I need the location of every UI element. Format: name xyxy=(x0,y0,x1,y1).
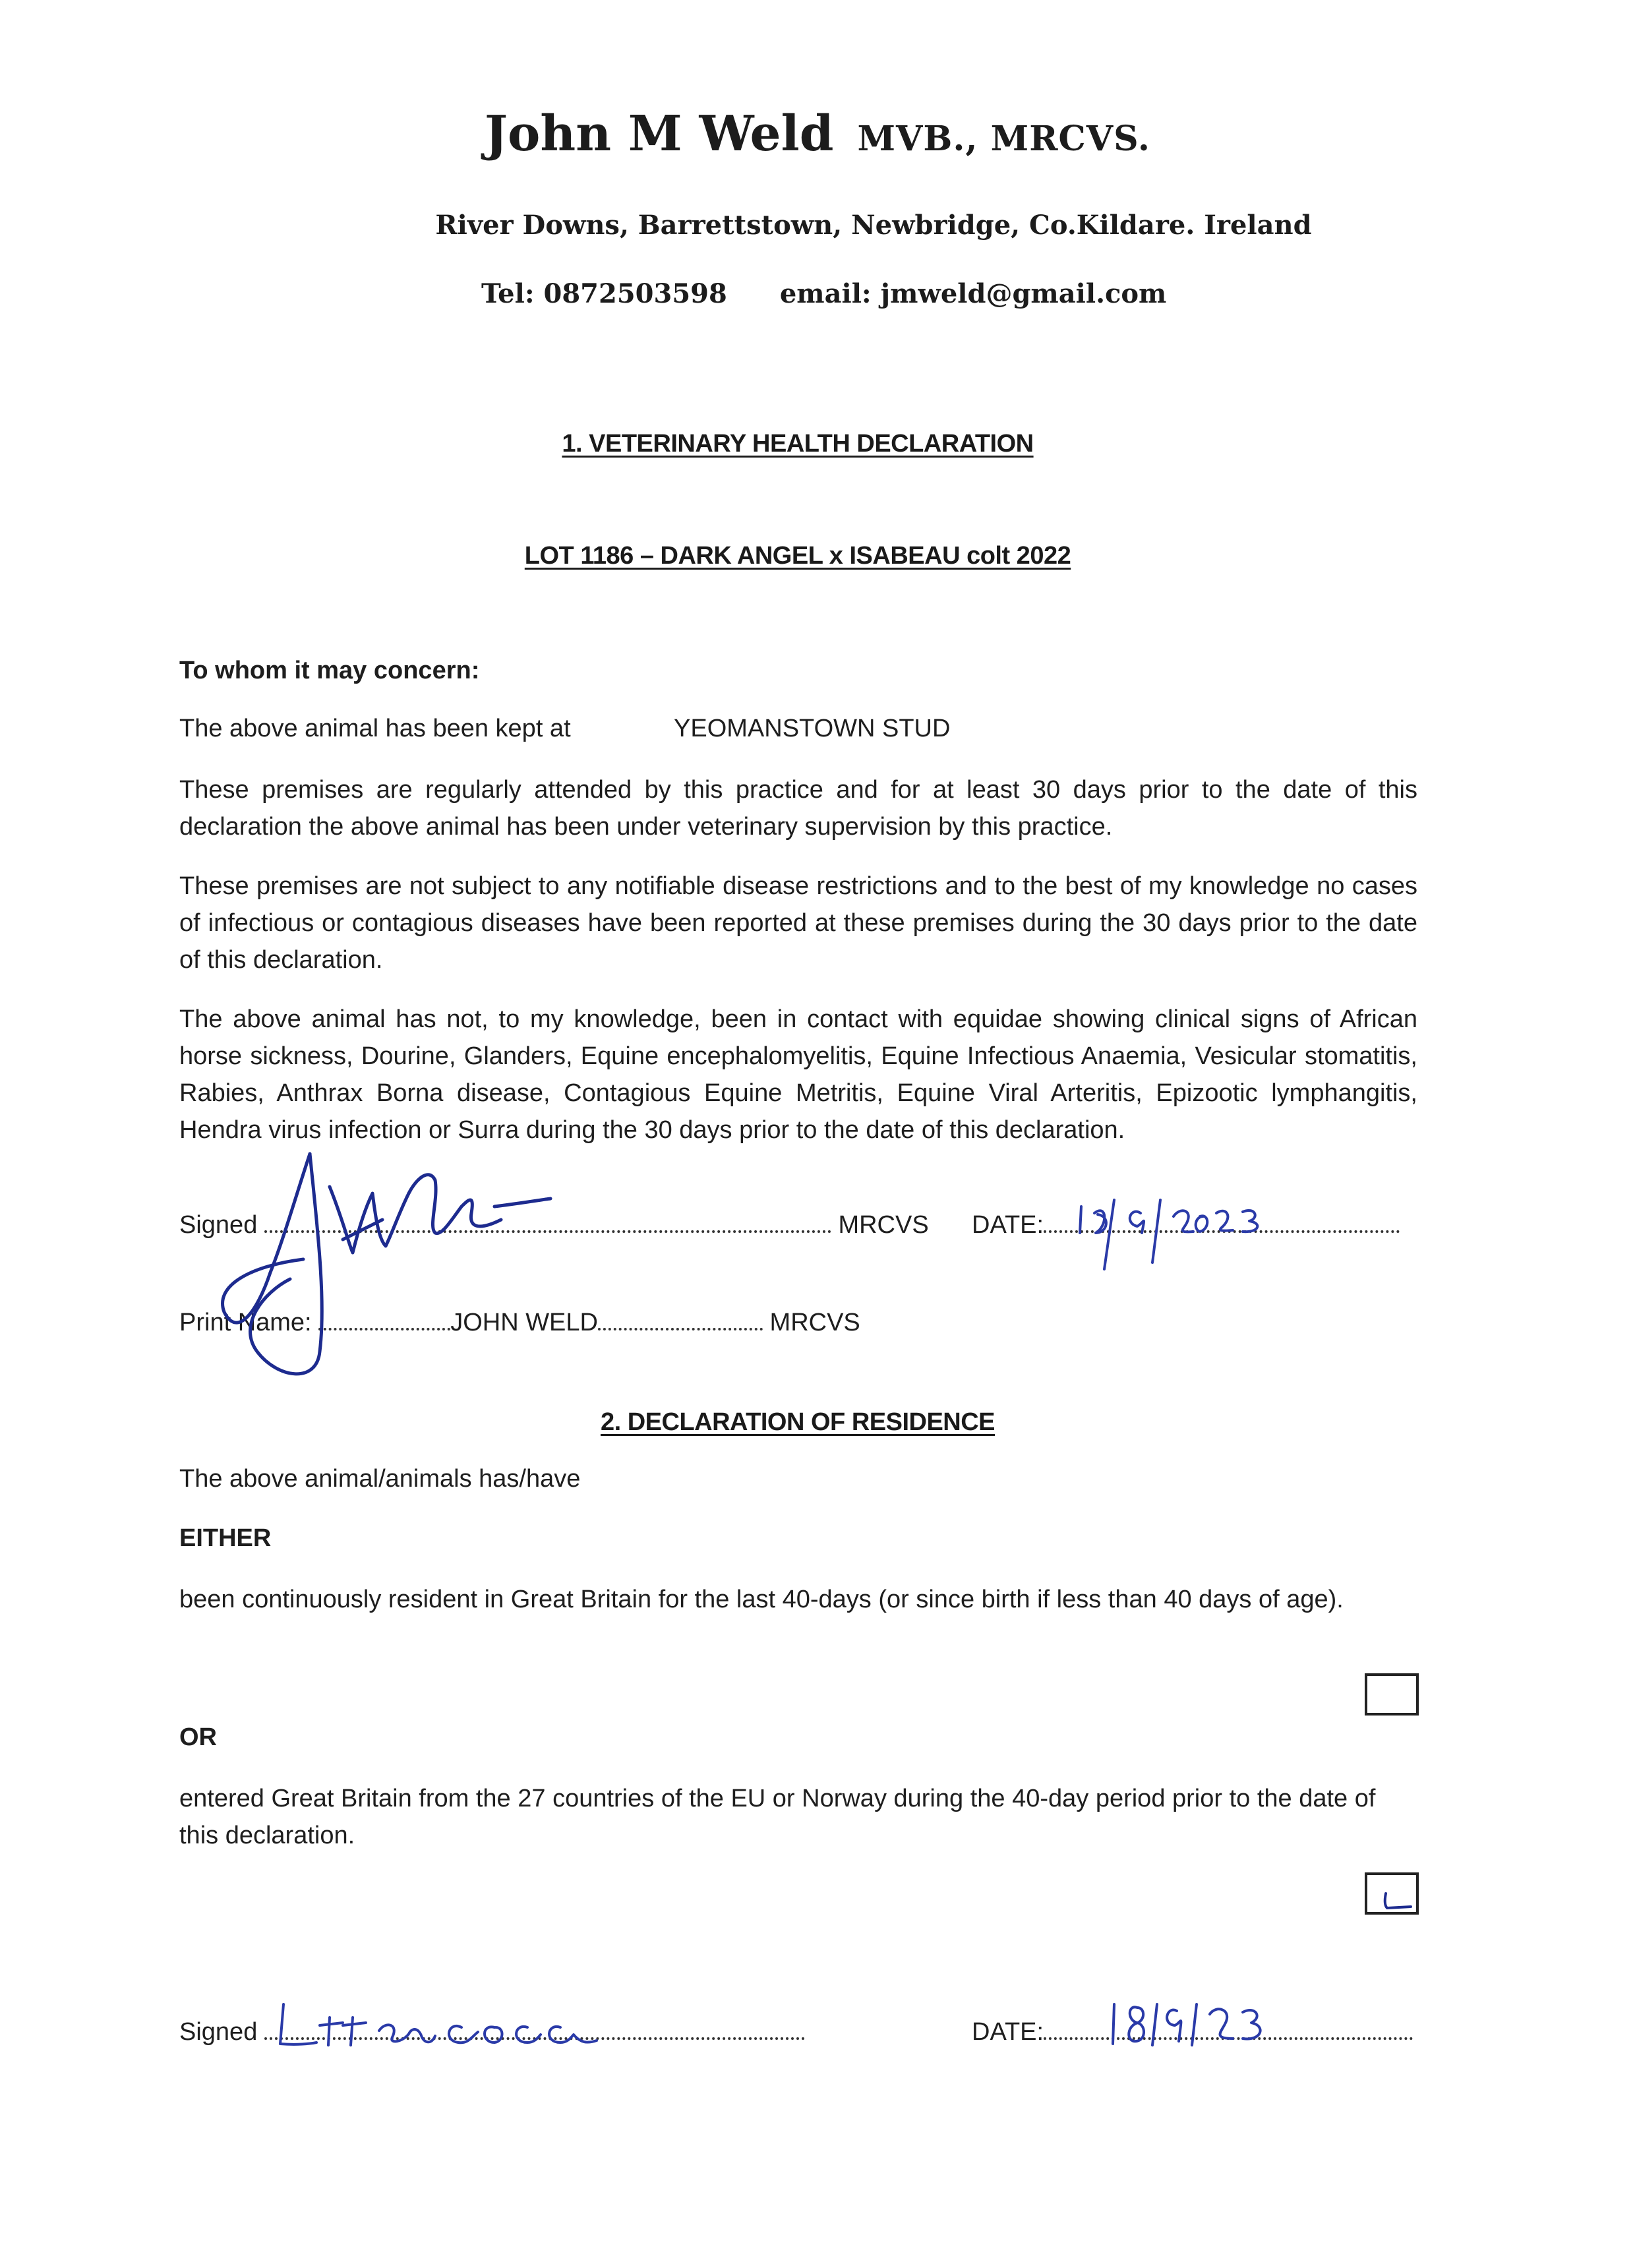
vet-qualifications: MVB., MRCVS. xyxy=(857,119,1150,159)
signature-dotted-line[interactable] xyxy=(264,1210,831,1233)
option-2-checkbox[interactable] xyxy=(1365,1872,1419,1915)
date-label-2: DATE: xyxy=(972,2018,1044,2046)
signed-label: Signed xyxy=(179,1211,258,1239)
lot-heading: LOT 1186 – DARK ANGEL x ISABEAU colt 2022 xyxy=(524,542,1071,570)
print-name-label: Print Name: xyxy=(179,1309,312,1336)
signed-label-2: Signed xyxy=(179,2018,258,2046)
section-2-heading: 2. DECLARATION OF RESIDENCE xyxy=(600,1408,996,1436)
print-name-dots-right xyxy=(598,1308,763,1330)
paragraph-contact-equidae: The above animal has not, to my knowledge, been in contact with equidae showing clinical signs of African horse sickness, Dourine, Glanders, Equine encephalomyelitis, Equine Infectious Anaemia, Vesicular stomatitis, Rabies, Anthrax Borna disease, Contagious Equine Metritis, Equine Viral Arteritis, Epizootic lymphangitis, Hendra virus infection or Surra during the 30 days prior to the date of this declaration. xyxy=(179,1005,1417,1144)
print-name-line xyxy=(179,1308,860,1337)
date-dotted-line-2[interactable] xyxy=(1044,2017,1413,2040)
residence-intro: The above animal/animals has/have xyxy=(179,1465,581,1493)
print-name-suffix: MRCVS xyxy=(769,1309,860,1336)
option-1-checkbox[interactable] xyxy=(1365,1673,1419,1716)
email-address: email: jmweld@gmail.com xyxy=(779,278,1167,309)
section-1-heading: 1. VETERINARY HEALTH DECLARATION xyxy=(562,430,1034,458)
salutation: To whom it may concern: xyxy=(179,657,480,684)
paragraph-disease-restrictions: These premises are not subject to any notifiable disease restrictions and to the best of my knowledge no cases of infectious or contagious diseases have been reported at these premises during the 30 days prior to the date of this declaration. xyxy=(179,872,1417,974)
or-label: OR xyxy=(179,1723,217,1751)
date-dotted-line[interactable] xyxy=(1044,1210,1400,1233)
kept-at-label: The above animal has been kept at xyxy=(179,715,571,742)
premises-name: YEOMANSTOWN STUD xyxy=(674,715,951,742)
print-name-dots-left xyxy=(318,1308,450,1330)
mrcvs-label: MRCVS xyxy=(838,1211,929,1239)
vet-signature xyxy=(211,1141,554,1391)
letterhead-contact xyxy=(481,278,1166,309)
print-name-value: JOHN WELD xyxy=(450,1309,598,1336)
option-2-text: entered Great Britain from the 27 countries of the EU or Norway during the 40-day period prior to the date of this declaration. xyxy=(179,1785,1376,1849)
date-line-1 xyxy=(972,1210,1400,1239)
letterhead-name xyxy=(0,105,1635,162)
date-label: DATE: xyxy=(972,1211,1044,1239)
telephone: Tel: 0872503598 xyxy=(481,278,727,309)
signed-line-1 xyxy=(179,1210,929,1239)
signature-dotted-line-2[interactable] xyxy=(264,2017,805,2040)
signed-line-2 xyxy=(179,2017,805,2046)
option-1-text: been continuously resident in Great Britain for the last 40-days (or since birth if less than 40 days of age). xyxy=(179,1586,1344,1613)
letterhead-address: River Downs, Barrettstown, Newbridge, Co.Kildare. Ireland xyxy=(435,210,1312,241)
either-label: EITHER xyxy=(179,1524,272,1552)
checkbox-tick-mark xyxy=(1367,1875,1416,1912)
paragraph-supervision: These premises are regularly attended by this practice and for at least 30 days prior to the date of this declaration the above animal has been under veterinary supervision by this practice. xyxy=(179,776,1417,841)
vet-name: John M Weld xyxy=(485,105,834,162)
date-line-2 xyxy=(972,2017,1413,2046)
